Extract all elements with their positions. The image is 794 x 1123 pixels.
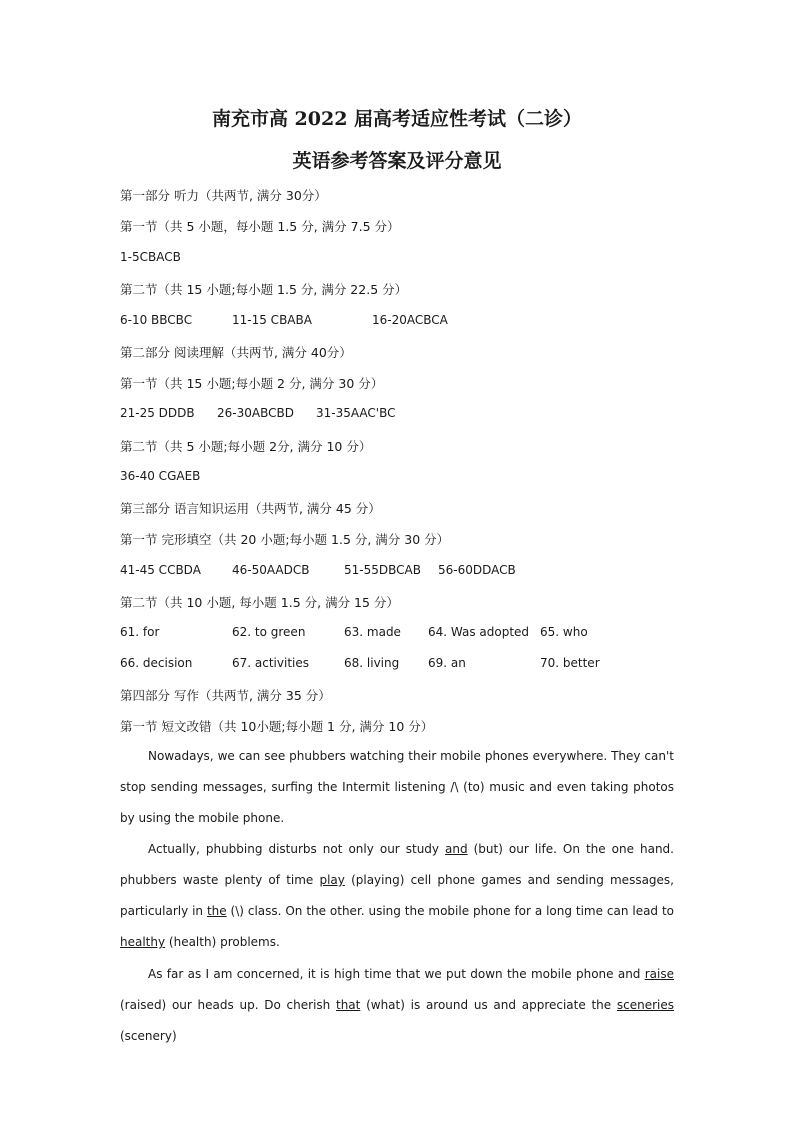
answer-group: 56-60DDACB (438, 563, 516, 577)
text-run: (what) is around us and appreciate the (360, 998, 617, 1012)
text-run: (but) our life. On the one hand. phubbers waste plenty of time (120, 842, 674, 887)
answer-item: 70. better (540, 656, 600, 670)
error-word: the (206, 904, 227, 918)
answer-group: 46-50AADCB (232, 563, 310, 577)
answer-group: 51-55DBCAB (344, 563, 421, 577)
error-word: sceneries (616, 998, 675, 1012)
part1-sec1-answers: 1-5CBACB (120, 250, 181, 264)
part2-sec2-answers: 36-40 CGAEB (120, 469, 201, 483)
text-run: (raised) our heads up. Do cherish (120, 998, 336, 1012)
document-title: 南充市高 2022 届高考适应性考试（二诊） (211, 108, 583, 130)
text-run: As far as I am concerned, it is high time that we put down the mobile phone and (148, 967, 645, 981)
part1-heading: 第一部分 听力（共两节, 满分 30分） (120, 188, 327, 203)
text-run: Actually, phubbing disturbs not only our study (148, 842, 446, 856)
part2-sec1-heading: 第一节（共 15 小题;每小题 2 分, 满分 30 分） (120, 376, 384, 391)
part3-heading: 第三部分 语言知识运用（共两节, 满分 45 分） (120, 501, 381, 516)
part4-sec1-heading: 第一节 短文改错（共 10小题;每小题 1 分, 满分 10 分） (120, 719, 434, 734)
part2-heading: 第二部分 阅读理解（共两节, 满分 40分） (120, 345, 352, 360)
part3-sec1-heading: 第一节 完形填空（共 20 小题;每小题 1.5 分, 满分 30 分） (120, 532, 450, 547)
error-word: play (319, 873, 345, 887)
correction-paragraph-2 (120, 834, 674, 958)
answer-group: 41-45 CCBDA (120, 563, 201, 577)
answer-item: 67. activities (232, 656, 309, 670)
answer-item: 65. who (540, 625, 588, 639)
error-word: raise (644, 967, 674, 981)
text-run: (\) class. On the other. using the mobile phone for a long time can lead to (226, 904, 674, 918)
answer-group: 21-25 DDDB (120, 406, 195, 420)
answer-group: 26-30ABCBD (217, 406, 294, 420)
paragraph-text: Nowadays, we can see phubbers watching their mobile phones everywhere. They can't stop sending messages, surfing the Intermit listening /\ (to) music and even taking photos by using the mobile phone. (120, 749, 674, 825)
part4-heading: 第四部分 写作（共两节, 满分 35 分） (120, 688, 331, 703)
error-word: healthy (120, 935, 166, 949)
error-word: that (335, 998, 361, 1012)
answer-item: 62. to green (232, 625, 306, 639)
correction-paragraph-1 (120, 741, 674, 834)
answer-item: 61. for (120, 625, 160, 639)
text-run: (health) problems. (165, 935, 280, 949)
text-run: (scenery) (120, 1029, 177, 1043)
part2-sec2-heading: 第二节（共 5 小题;每小题 2分, 满分 10 分） (120, 439, 372, 454)
answer-item: 63. made (344, 625, 401, 639)
document-subtitle: 英语参考答案及评分意见 (292, 150, 502, 172)
text-run: (playing) cell phone games and sending messages, particularly in (120, 873, 674, 918)
answer-group: 31-35AAC'BC (316, 406, 396, 420)
answer-item: 68. living (344, 656, 400, 670)
answer-item: 69. an (428, 656, 466, 670)
answer-group: 16-20ACBCA (372, 313, 448, 327)
error-word: and (445, 842, 468, 856)
answer-group: 6-10 BBCBC (120, 313, 193, 327)
answer-group: 11-15 CBABA (232, 313, 312, 327)
answer-item: 66. decision (120, 656, 193, 670)
answer-item: 64. Was adopted (428, 625, 530, 639)
part3-sec2-heading: 第二节（共 10 小题, 每小题 1.5 分, 满分 15 分） (120, 595, 399, 610)
part1-sec2-heading: 第二节（共 15 小题;每小题 1.5 分, 满分 22.5 分） (120, 282, 408, 297)
correction-paragraph-3 (120, 959, 674, 1052)
part1-sec1-heading: 第一节（共 5 小题，每小题 1.5 分, 满分 7.5 分） (120, 219, 400, 234)
